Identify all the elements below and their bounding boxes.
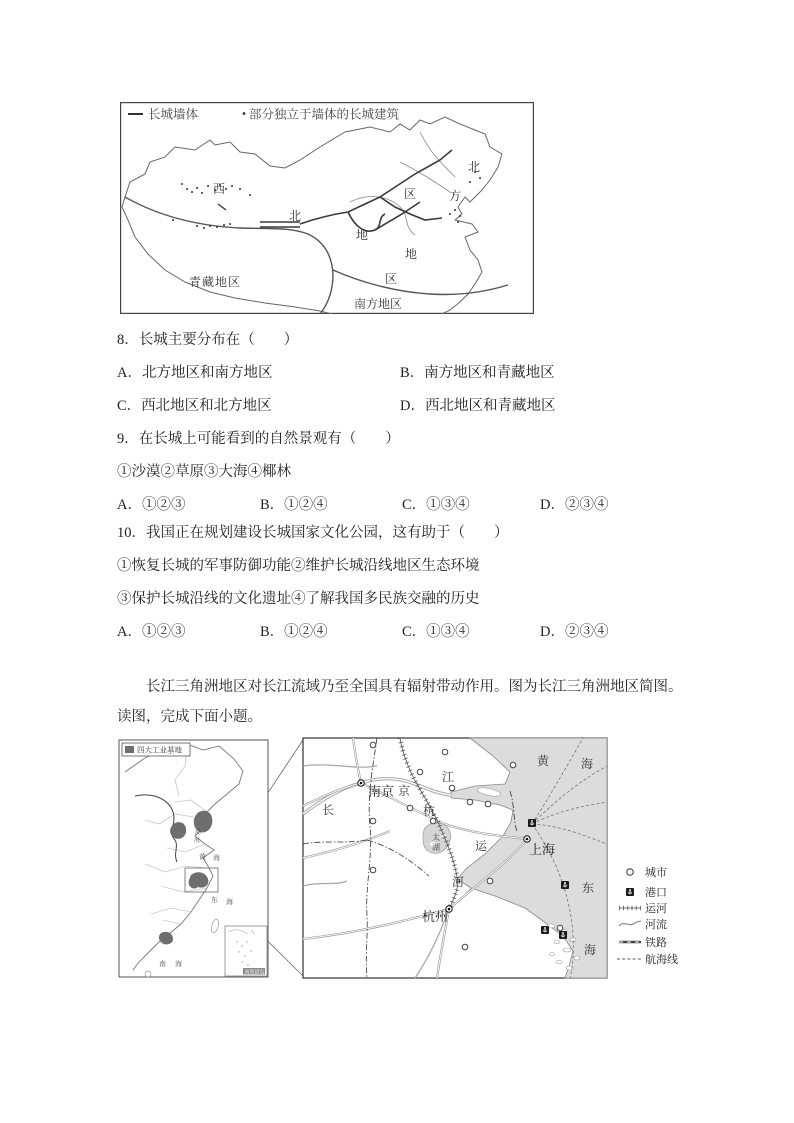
q10-option-d: D．②③④ — [540, 624, 609, 640]
canal-label-he: 河 — [451, 875, 465, 889]
legend-railway-label: 铁路 — [645, 937, 667, 949]
passage-line2: 读图，完成下面小题。 — [117, 709, 262, 725]
taihu-label-2: 湖 — [432, 843, 440, 852]
great-wall-map — [120, 102, 534, 314]
nanhai-label-2: 海 — [175, 960, 183, 968]
nanhai-label-1: 南 — [159, 960, 167, 968]
q8-option-c: C．西北地区和北方地区 — [117, 398, 272, 414]
q8-option-b: B．南方地区和青藏地区 — [400, 365, 555, 381]
q10-option-a: A．①②③ — [117, 624, 186, 640]
hangzhou-label: 杭州 — [421, 909, 449, 924]
canal-label-hang: 杭 — [422, 804, 436, 818]
donghai-label-2: 海 — [583, 943, 597, 957]
donghai-label-1: 东 — [211, 896, 219, 904]
q10-stem: 10．我国正在规划建设长城国家文化公园，这有助于（ ） — [117, 525, 509, 541]
region-char: 地 — [404, 247, 418, 261]
q10-items-line2: ③保护长城沿线的文化遗址④了解我国多民族交融的历史 — [117, 591, 480, 607]
wall-legend-label: 长城墙体 — [148, 107, 199, 122]
shanghai-label: 上海 — [528, 842, 556, 857]
taihu-label-1: 太 — [432, 833, 440, 842]
legend-canal-label: 运河 — [645, 903, 667, 915]
region-char: 区 — [403, 187, 417, 201]
region-char: 方 — [448, 189, 462, 203]
huanghai-label-2: 海 — [213, 854, 221, 862]
passage-line1: 长江三角洲地区对长江流域乃至全国具有辐射带动作用。图为长江三角洲地区简图。 — [146, 679, 683, 695]
qingzang-label: 青藏地区 — [188, 275, 242, 289]
overview-map — [119, 740, 268, 977]
great-wall-map-legend — [128, 107, 400, 122]
legend-city-label: 城市 — [645, 867, 667, 879]
changjiang-label-2: 江 — [441, 770, 455, 784]
region-char: 北 — [288, 209, 302, 223]
industry-swatch — [125, 746, 134, 753]
inset-label: 南海诸岛 — [244, 970, 265, 976]
overview-legend — [122, 743, 190, 756]
figure-legend — [617, 866, 678, 966]
dot-symbol — [243, 112, 246, 115]
q8-option-d: D．西北地区和青藏地区 — [400, 398, 556, 414]
nanfang-label: 南方地区 — [353, 297, 403, 311]
donghai-label-1: 东 — [581, 881, 595, 895]
port-symbol — [626, 888, 634, 896]
q10-items-line1: ①恢复长城的军事防御功能②维护长城沿线地区生态环境 — [117, 558, 480, 574]
overview-legend-label: 四大工业基地 — [137, 745, 182, 755]
region-char: 西 — [212, 182, 226, 196]
dot-legend-label: 部分独立于墙体的长城建筑 — [249, 107, 400, 122]
q10-option-b: B．①②④ — [260, 624, 328, 640]
canal-label-jing: 京 — [397, 784, 411, 798]
region-char: 北 — [467, 160, 481, 174]
huanghai-label-1: 黄 — [199, 853, 207, 861]
region-char: 区 — [384, 272, 398, 286]
canal-label-yun: 运 — [474, 839, 488, 853]
yangtze-delta-figure — [115, 736, 707, 982]
changjiang-label-1: 长 — [321, 803, 335, 817]
nanjing-label: 南京 — [367, 784, 395, 799]
q9-option-d: D．②③④ — [540, 497, 609, 513]
q9-items: ①沙漠②草原③大海④椰林 — [117, 464, 291, 480]
legend-port-label: 港口 — [645, 887, 667, 899]
map-border — [121, 103, 534, 314]
city-symbol — [627, 869, 634, 876]
legend-river-label: 河流 — [645, 919, 667, 931]
q8-stem: 8．长城主要分布在（ ） — [117, 332, 299, 348]
bohai-label-1: 渤 — [195, 830, 203, 836]
legend-searoute-label: 航海线 — [645, 954, 678, 966]
region-char: 地 — [355, 228, 369, 242]
donghai-label-2: 海 — [226, 898, 234, 906]
q9-stem: 9．在长城上可能看到的自然景观有（ ） — [117, 431, 400, 447]
q9-option-c: C．①③④ — [402, 497, 470, 513]
south-sea-inset — [225, 926, 267, 976]
q8-option-a: A．北方地区和南方地区 — [117, 365, 273, 381]
huanghai-label-1: 黄 — [536, 754, 550, 768]
detail-map — [303, 738, 607, 978]
q9-option-b: B．①②④ — [260, 497, 328, 513]
river-symbol — [619, 921, 641, 926]
bohai-label-2: 海 — [194, 838, 202, 844]
q9-option-a: A．①②③ — [117, 497, 186, 513]
q10-option-c: C．①③④ — [402, 624, 470, 640]
huanghai-label-2: 海 — [580, 757, 594, 771]
